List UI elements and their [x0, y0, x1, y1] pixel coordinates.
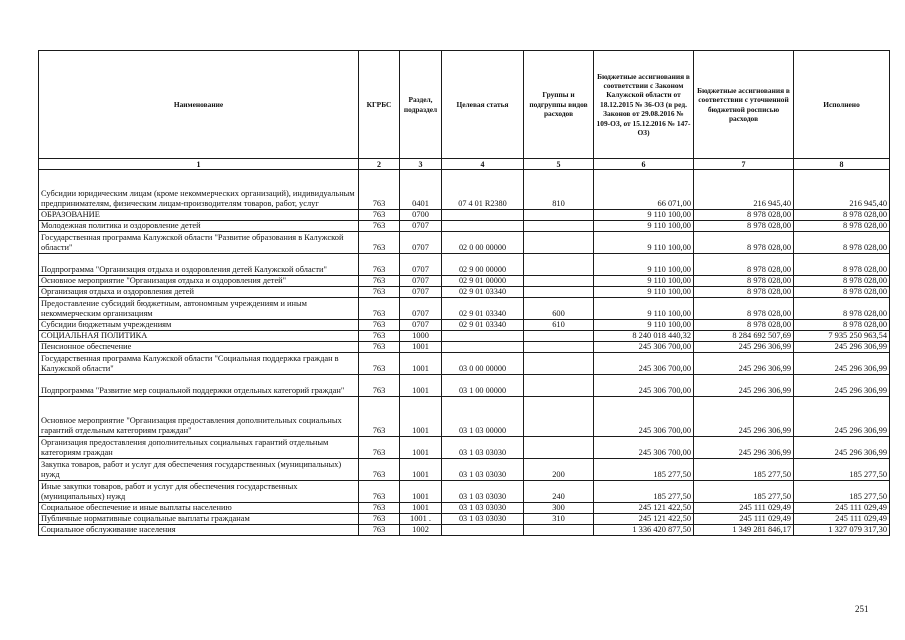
cell-kcsr: 03 1 03 03030	[442, 514, 524, 525]
cell-rospis: 245 296 306,99	[694, 353, 794, 375]
cell-kcsr	[442, 210, 524, 221]
cell-rospis: 185 277,50	[694, 481, 794, 503]
cell-razdel: 0707	[400, 221, 442, 232]
cell-ispolneno: 8 978 028,00	[794, 320, 890, 331]
cell-razdel: 1000	[400, 331, 442, 342]
header-name: Наименование	[39, 51, 359, 159]
cell-plan: 9 110 100,00	[594, 276, 694, 287]
column-number: 5	[524, 159, 594, 170]
cell-rospis: 245 111 029,49	[694, 503, 794, 514]
cell-ispolneno: 185 277,50	[794, 481, 890, 503]
cell-plan: 1 336 420 877,50	[594, 525, 694, 536]
cell-kgrbs: 763	[359, 437, 400, 459]
cell-kcsr: 02 0 00 00000	[442, 232, 524, 254]
cell-razdel: 1001	[400, 353, 442, 375]
cell-rospis: 245 296 306,99	[694, 342, 794, 353]
column-number: 7	[694, 159, 794, 170]
cell-vr	[524, 210, 594, 221]
cell-razdel: 0707	[400, 287, 442, 298]
header-vr: Группы и подгруппы видов расходов	[524, 51, 594, 159]
cell-razdel: 1001	[400, 437, 442, 459]
cell-ispolneno: 245 296 306,99	[794, 375, 890, 397]
cell-ispolneno: 8 978 028,00	[794, 210, 890, 221]
cell-ispolneno: 245 296 306,99	[794, 397, 890, 437]
header-razdel: Раздел, подраздел	[400, 51, 442, 159]
cell-rospis: 8 284 692 507,69	[694, 331, 794, 342]
cell-plan: 8 240 018 440,32	[594, 331, 694, 342]
cell-kgrbs: 763	[359, 221, 400, 232]
table-row	[39, 254, 890, 276]
cell-plan: 245 121 422,50	[594, 514, 694, 525]
cell-plan: 9 110 100,00	[594, 298, 694, 320]
cell-name: Субсидии бюджетным учреждениям	[39, 320, 359, 331]
table-row	[39, 232, 890, 254]
cell-ispolneno: 216 945,40	[794, 170, 890, 210]
cell-razdel: 0707	[400, 232, 442, 254]
cell-vr	[524, 276, 594, 287]
header-row	[39, 51, 890, 159]
cell-rospis: 8 978 028,00	[694, 320, 794, 331]
cell-vr	[524, 525, 594, 536]
cell-rospis: 8 978 028,00	[694, 254, 794, 276]
cell-name: Государственная программа Калужской области "Развитие образования в Калужской области"	[39, 232, 359, 254]
cell-name: Предоставление субсидий бюджетным, автономным учреждениям и иным некоммерческим организациям	[39, 298, 359, 320]
cell-plan: 245 306 700,00	[594, 375, 694, 397]
cell-rospis: 245 296 306,99	[694, 397, 794, 437]
cell-kgrbs: 763	[359, 342, 400, 353]
cell-vr: 610	[524, 320, 594, 331]
cell-kgrbs: 763	[359, 298, 400, 320]
column-number: 4	[442, 159, 524, 170]
cell-vr	[524, 437, 594, 459]
cell-name: Социальное обслуживание населения	[39, 525, 359, 536]
cell-rospis: 8 978 028,00	[694, 221, 794, 232]
cell-rospis: 8 978 028,00	[694, 298, 794, 320]
cell-razdel: 1001	[400, 459, 442, 481]
header-rospis: Бюджетные ассигнования в соответствии с уточненной бюджетной росписью расходов	[694, 51, 794, 159]
cell-kgrbs: 763	[359, 525, 400, 536]
cell-ispolneno: 245 111 029,49	[794, 503, 890, 514]
cell-plan: 245 306 700,00	[594, 342, 694, 353]
table-row	[39, 170, 890, 210]
cell-kcsr: 02 9 01 03340	[442, 320, 524, 331]
cell-ispolneno: 8 978 028,00	[794, 276, 890, 287]
cell-ispolneno: 8 978 028,00	[794, 298, 890, 320]
header-ispolneno: Исполнено	[794, 51, 890, 159]
cell-rospis: 216 945,40	[694, 170, 794, 210]
table-row	[39, 276, 890, 287]
cell-kcsr: 03 1 03 03030	[442, 503, 524, 514]
cell-razdel: 1001 .	[400, 514, 442, 525]
cell-razdel: 0700	[400, 210, 442, 221]
cell-name: Иные закупки товаров, работ и услуг для обеспечения государственных (муниципальных) нужд	[39, 481, 359, 503]
cell-rospis: 8 978 028,00	[694, 232, 794, 254]
cell-plan: 9 110 100,00	[594, 221, 694, 232]
cell-kgrbs: 763	[359, 170, 400, 210]
column-number: 6	[594, 159, 694, 170]
cell-ispolneno: 8 978 028,00	[794, 221, 890, 232]
cell-name: Организация отдыха и оздоровления детей	[39, 287, 359, 298]
table-row	[39, 353, 890, 375]
table-row	[39, 503, 890, 514]
cell-plan: 9 110 100,00	[594, 320, 694, 331]
cell-plan: 9 110 100,00	[594, 232, 694, 254]
cell-razdel: 0707	[400, 298, 442, 320]
cell-rospis: 245 296 306,99	[694, 437, 794, 459]
header-plan: Бюджетные ассигнования в соответствии с Законом Калужской области от 18.12.2015 № 36-ОЗ (в ред. Законов от 29.08.2016 № 109-ОЗ, от 15.12.2016 № 147-ОЗ)	[594, 51, 694, 159]
cell-razdel: 0707	[400, 254, 442, 276]
cell-kgrbs: 763	[359, 481, 400, 503]
cell-name: Основное мероприятие "Организация отдыха и оздоровления детей"	[39, 276, 359, 287]
cell-kgrbs: 763	[359, 459, 400, 481]
cell-plan: 245 121 422,50	[594, 503, 694, 514]
cell-vr: 300	[524, 503, 594, 514]
cell-name: Пенсионное обеспечение	[39, 342, 359, 353]
cell-rospis: 245 296 306,99	[694, 375, 794, 397]
cell-kcsr: 02 9 01 00000	[442, 276, 524, 287]
table-row	[39, 320, 890, 331]
cell-vr: 810	[524, 170, 594, 210]
table-row	[39, 210, 890, 221]
cell-razdel: 1001	[400, 375, 442, 397]
table-row	[39, 459, 890, 481]
cell-ispolneno: 185 277,50	[794, 459, 890, 481]
cell-kcsr: 02 9 01 03340	[442, 287, 524, 298]
table-row	[39, 481, 890, 503]
page-number: 251	[855, 604, 869, 614]
cell-kgrbs: 763	[359, 353, 400, 375]
cell-razdel: 0401	[400, 170, 442, 210]
table-row	[39, 287, 890, 298]
cell-ispolneno: 7 935 250 963,54	[794, 331, 890, 342]
cell-kgrbs: 763	[359, 210, 400, 221]
table-row	[39, 525, 890, 536]
cell-kcsr: 02 9 01 03340	[442, 298, 524, 320]
cell-razdel: 1001	[400, 481, 442, 503]
cell-rospis: 8 978 028,00	[694, 210, 794, 221]
cell-kcsr: 03 1 03 00000	[442, 397, 524, 437]
cell-kcsr	[442, 331, 524, 342]
cell-kcsr: 03 1 00 00000	[442, 375, 524, 397]
cell-plan: 245 306 700,00	[594, 397, 694, 437]
cell-ispolneno: 1 327 079 317,30	[794, 525, 890, 536]
header-kcsr: Целевая статья	[442, 51, 524, 159]
cell-vr: 310	[524, 514, 594, 525]
column-number: 3	[400, 159, 442, 170]
cell-name: Организация предоставления дополнительных социальных гарантий отдельным категориям граждан	[39, 437, 359, 459]
cell-name: Публичные нормативные социальные выплаты гражданам	[39, 514, 359, 525]
table-row	[39, 437, 890, 459]
cell-vr	[524, 375, 594, 397]
cell-name: СОЦИАЛЬНАЯ ПОЛИТИКА	[39, 331, 359, 342]
cell-plan: 245 306 700,00	[594, 437, 694, 459]
table-row	[39, 342, 890, 353]
column-number-row	[39, 159, 890, 170]
cell-kgrbs: 763	[359, 276, 400, 287]
cell-kcsr	[442, 525, 524, 536]
cell-vr: 240	[524, 481, 594, 503]
cell-vr: 200	[524, 459, 594, 481]
cell-vr: 600	[524, 298, 594, 320]
table-row	[39, 331, 890, 342]
cell-rospis: 185 277,50	[694, 459, 794, 481]
cell-vr	[524, 254, 594, 276]
table-row	[39, 375, 890, 397]
cell-vr	[524, 232, 594, 254]
cell-kcsr: 03 1 03 03030	[442, 437, 524, 459]
cell-kcsr: 02 9 00 00000	[442, 254, 524, 276]
cell-kgrbs: 763	[359, 287, 400, 298]
cell-vr	[524, 342, 594, 353]
cell-vr	[524, 221, 594, 232]
cell-kgrbs: 763	[359, 375, 400, 397]
table-row	[39, 298, 890, 320]
cell-kgrbs: 763	[359, 232, 400, 254]
cell-name: Молодежная политика и оздоровление детей	[39, 221, 359, 232]
cell-kcsr	[442, 342, 524, 353]
table-row	[39, 514, 890, 525]
header-kgrbs: КГРБС	[359, 51, 400, 159]
cell-vr	[524, 331, 594, 342]
budget-execution-table	[38, 50, 890, 536]
cell-rospis: 8 978 028,00	[694, 287, 794, 298]
cell-kgrbs: 763	[359, 397, 400, 437]
table-row	[39, 397, 890, 437]
cell-kcsr: 03 1 03 03030	[442, 459, 524, 481]
cell-vr	[524, 287, 594, 298]
cell-plan: 245 306 700,00	[594, 353, 694, 375]
cell-plan: 66 071,00	[594, 170, 694, 210]
cell-plan: 9 110 100,00	[594, 210, 694, 221]
cell-kgrbs: 763	[359, 320, 400, 331]
cell-ispolneno: 245 296 306,99	[794, 353, 890, 375]
cell-name: Подпрограмма "Организация отдыха и оздоровления детей Калужской области"	[39, 254, 359, 276]
cell-kgrbs: 763	[359, 503, 400, 514]
cell-rospis: 1 349 281 846,17	[694, 525, 794, 536]
cell-plan: 9 110 100,00	[594, 287, 694, 298]
table-body	[39, 170, 890, 536]
cell-name: Основное мероприятие "Организация предоставления дополнительных социальных гарантий отдельным категориям граждан"	[39, 397, 359, 437]
column-number: 1	[39, 159, 359, 170]
column-number: 8	[794, 159, 890, 170]
cell-razdel: 1001	[400, 342, 442, 353]
cell-ispolneno: 245 296 306,99	[794, 437, 890, 459]
budget-table-sheet	[38, 50, 889, 536]
cell-razdel: 1001	[400, 503, 442, 514]
cell-name: Подпрограмма "Развитие мер социальной поддержки отдельных категорий граждан"	[39, 375, 359, 397]
cell-razdel: 0707	[400, 320, 442, 331]
cell-kcsr: 07 4 01 R2380	[442, 170, 524, 210]
cell-ispolneno: 245 296 306,99	[794, 342, 890, 353]
cell-kgrbs: 763	[359, 254, 400, 276]
cell-name: Субсидии юридическим лицам (кроме некоммерческих организаций), индивидуальным предпринимателям, физическим лицам-производителям товаров, работ, услуг	[39, 170, 359, 210]
cell-ispolneno: 8 978 028,00	[794, 254, 890, 276]
cell-rospis: 245 111 029,49	[694, 514, 794, 525]
cell-razdel: 1001	[400, 397, 442, 437]
cell-ispolneno: 8 978 028,00	[794, 287, 890, 298]
cell-kgrbs: 763	[359, 331, 400, 342]
cell-ispolneno: 245 111 029,49	[794, 514, 890, 525]
cell-razdel: 0707	[400, 276, 442, 287]
cell-plan: 185 277,50	[594, 481, 694, 503]
cell-kcsr: 03 0 00 00000	[442, 353, 524, 375]
cell-name: ОБРАЗОВАНИЕ	[39, 210, 359, 221]
cell-kcsr	[442, 221, 524, 232]
cell-vr	[524, 353, 594, 375]
cell-ispolneno: 8 978 028,00	[794, 232, 890, 254]
cell-vr	[524, 397, 594, 437]
cell-kgrbs: 763	[359, 514, 400, 525]
cell-plan: 185 277,50	[594, 459, 694, 481]
cell-kcsr: 03 1 03 03030	[442, 481, 524, 503]
cell-rospis: 8 978 028,00	[694, 276, 794, 287]
cell-name: Социальное обеспечение и иные выплаты населению	[39, 503, 359, 514]
column-number: 2	[359, 159, 400, 170]
cell-razdel: 1002	[400, 525, 442, 536]
cell-name: Государственная программа Калужской области "Социальная поддержка граждан в Калужской области"	[39, 353, 359, 375]
cell-plan: 9 110 100,00	[594, 254, 694, 276]
table-row	[39, 221, 890, 232]
cell-name: Закупка товаров, работ и услуг для обеспечения государственных (муниципальных) нужд	[39, 459, 359, 481]
